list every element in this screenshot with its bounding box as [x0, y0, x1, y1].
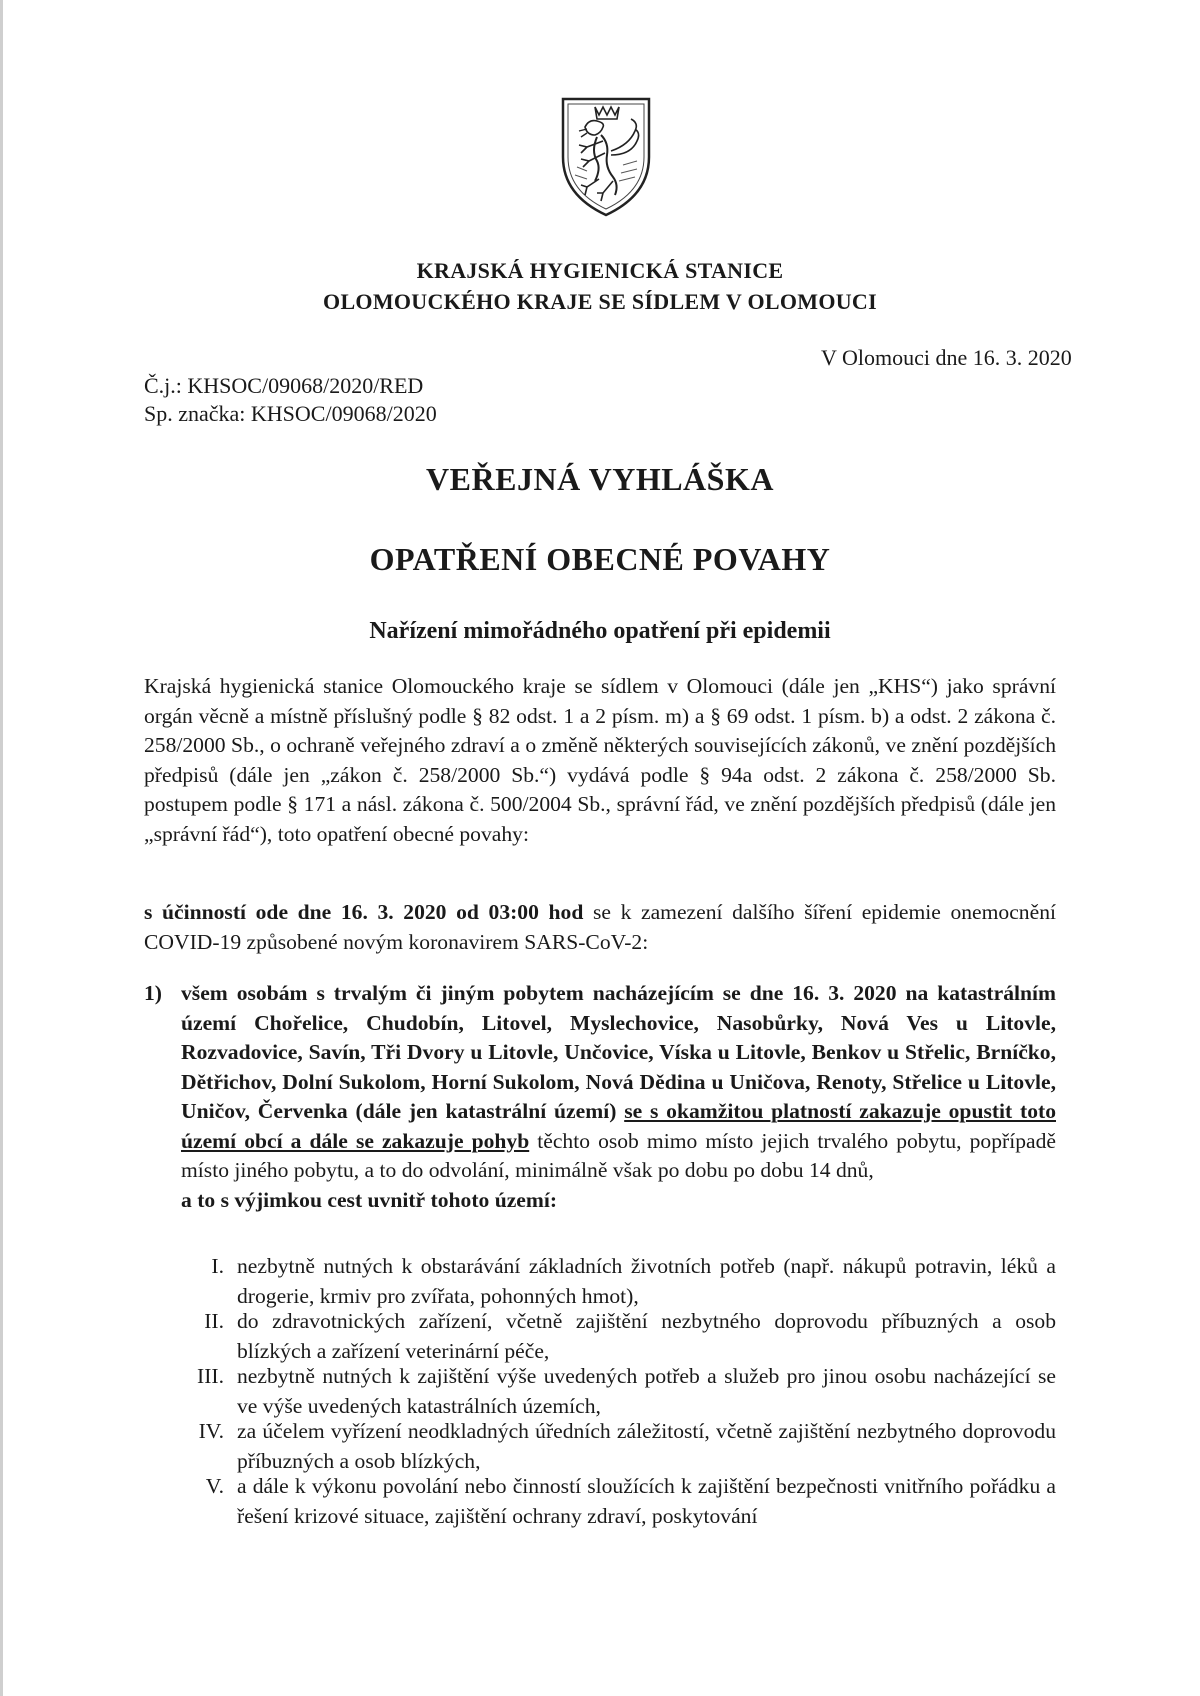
item-underlined-text: se s okamžitou platností zakazuje opustit toto území obcí a dále se zakazuje pohyb [181, 1099, 1056, 1153]
scan-edge [0, 0, 3, 1696]
item-bold-text: všem osobám s trvalým či jiným pobytem nacházejícím se dne 16. 3. 2020 na katastrálním území Chořelice, Chudobín, Litovel, Myslechovice, Nasobůrky, Nová Ves u Litovle, Rozvadovice, Savín, Tři Dvory u Litovle, Unčovice, Víska u Litovle, Benkov u Střelic, Brníčko, Dětřichov, Dolní Sukolom, Horní Sukolom, Nová Dědina u Uničova, Renoty, Střelice u Litovle, Uničov, Červenka (dále jen katastrální území) [181, 981, 1056, 1123]
reference-block [144, 372, 437, 428]
subitem-text: nezbytně nutných k obstarávání základních životních potřeb (např. nákupů potravin, léků a drogerie, krmiv pro zvířata, pohonných hmot), [237, 1254, 1056, 1308]
document-title: VEŘEJNÁ VYHLÁŠKA [426, 461, 774, 497]
document-subject: Nařízení mimořádného opatření při epidemii [369, 618, 831, 644]
item-body [181, 979, 1056, 1215]
effect-text: se k zamezení dalšího šíření epidemie onemocnění COVID-19 způsobené novým koronavirem SARS-CoV-2: [144, 900, 1056, 954]
measure-item-1 [144, 979, 1056, 1215]
subitem-text: a dále k výkonu povolání nebo činností sloužících k zajištění bezpečnosti vnitřního pořádku a řešení krizové situace, zajištění ochrany zdraví, poskytování [237, 1474, 1056, 1528]
item-rest-text: těchto osob mimo místo jejich trvalého pobytu, popřípadě místo jiného pobytu, a to do odvolání, minimálně však po dobu po dobu 14 dnů, [181, 1128, 1056, 1182]
effect-paragraph [144, 898, 1056, 957]
subitem-numeral: III. [197, 1364, 224, 1388]
document-subtitle-measure: OPATŘENÍ OBECNÉ POVAHY [369, 541, 831, 577]
reference-number: Č.j.: KHSOC/09068/2020/RED [144, 373, 424, 398]
subitem-text: do zdravotnických zařízení, včetně zajištění nezbytného doprovodu příbuzných a osob blízkých a zařízení veterinární péče, [237, 1309, 1056, 1363]
authority-name-line2: OLOMOUCKÉHO KRAJE SE SÍDLEM V OLOMOUCI [323, 289, 877, 314]
subitem-text: nezbytně nutných k zajištění výše uvedených potřeb a služeb pro jinou osobu nacházející se ve výše uvedených katastrálních územích, [237, 1364, 1056, 1418]
item-exception: a to s výjimkou cest uvnitř tohoto území: [181, 1187, 558, 1212]
coat-of-arms-emblem [557, 95, 655, 219]
subitem-numeral: IV. [198, 1419, 224, 1443]
subitem-numeral: I. [211, 1254, 224, 1278]
intro-paragraph: Krajská hygienická stanice Olomouckého kraje se sídlem v Olomouci (dále jen „KHS“) jako správní orgán věcně a místně příslušný podle § 82 odst. 1 a 2 písm. m) a § 69 odst. 1 písm. b) a odst. 2 zákona č. 258/2000 Sb., o ochraně veřejného zdraví a o změně některých souvisejících zákonů, ve znění pozdějších předpisů (dále jen „zákon č. 258/2000 Sb.“) vydává podle § 94a odst. 2 zákona č. 258/2000 Sb. postupem podle § 171 a násl. zákona č. 500/2004 Sb., správní řád, ve znění pozdějších předpisů (dále jen „správní řád“), toto opatření obecné povahy: [144, 674, 1056, 846]
item-number: 1) [144, 981, 162, 1005]
file-mark: Sp. značka: KHSOC/09068/2020 [144, 401, 437, 426]
effect-date: s účinností ode dne 16. 3. 2020 od 03:00 hod [144, 900, 584, 924]
authority-name-line1: KRAJSKÁ HYGIENICKÁ STANICE [416, 258, 784, 283]
subitem-numeral: V. [205, 1474, 224, 1498]
subitem-numeral: II. [204, 1309, 224, 1333]
document-date: V Olomouci dne 16. 3. 2020 [821, 345, 1072, 370]
subitem-text: za účelem vyřízení neodkladných úředních záležitostí, včetně zajištění nezbytného doprovodu příbuzných a osob blízkých, [237, 1419, 1056, 1473]
